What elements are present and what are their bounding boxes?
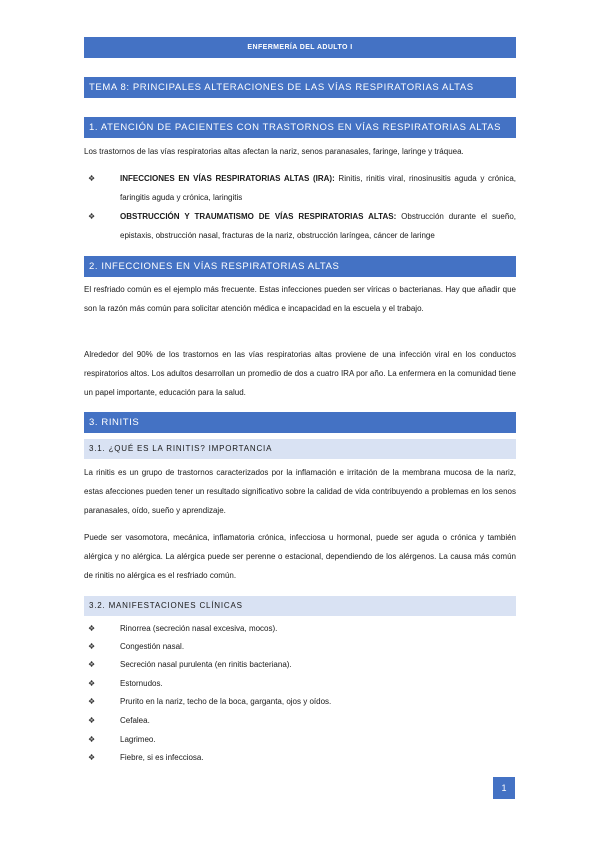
section-2-paragraph-2: Alrededor del 90% de los trastornos en las vías respiratorias altas proviene de una infección viral en los conductos respiratorios altos. Los adultos desarrollan un promedio de dos a cuatro IRA por año. La enfermera en la comunidad tiene un papel importante, educación para la salud. (84, 350, 516, 397)
diamond-bullet-icon: ❖ (88, 174, 96, 183)
section-1-title: 1. ATENCIÓN DE PACIENTES CON TRASTORNOS EN VÍAS RESPIRATORIAS ALTAS (84, 117, 516, 138)
diamond-bullet-icon: ❖ (88, 753, 96, 762)
manifestation-item: ❖ Cefalea. (104, 711, 516, 730)
page-number: 1 (493, 777, 515, 799)
section-3-title: 3. RINITIS (84, 412, 516, 433)
diamond-bullet-icon: ❖ (88, 697, 96, 706)
diamond-bullet-icon: ❖ (88, 735, 96, 744)
manifestation-item: ❖ Congestión nasal. (104, 637, 516, 656)
diamond-bullet-icon: ❖ (88, 212, 96, 221)
manifestation-item: ❖ Rinorrea (secreción nasal excesiva, mocos). (104, 619, 516, 638)
manifestation-item: ❖ Estornudos. (104, 674, 516, 693)
manifestation-item: ❖ Prurito en la nariz, techo de la boca, garganta, ojos y oídos. (104, 692, 516, 711)
topic-title: TEMA 8: PRINCIPALES ALTERACIONES DE LAS VÍAS RESPIRATORIAS ALTAS (84, 77, 516, 98)
diamond-bullet-icon: ❖ (88, 642, 96, 651)
section-2-paragraph-1: El resfriado común es el ejemplo más frecuente. Estas infecciones pueden ser víricas o bacterianas. Hay que añadir que son la razón más común para solicitar atención médica e incapacidad en la escuela y el trabajo. (84, 285, 516, 313)
item-heading: OBSTRUCCIÓN Y TRAUMATISMO DE VÍAS RESPIRATORIAS ALTAS: (120, 212, 397, 221)
diamond-bullet-icon: ❖ (88, 624, 96, 633)
subsection-3-1-paragraph-1: La rinitis es un grupo de trastornos caracterizados por la inflamación e irritación de la membrana mucosa de la nariz, estas afecciones pueden tener un resultado significativo sobre la calidad de vida contribuyendo a problemas en los senos paranasales, oído, sueño y aprendizaje. (84, 468, 516, 515)
diamond-bullet-icon: ❖ (88, 660, 96, 669)
subsection-3-1-title: 3.1. ¿QUÉ ES LA RINITIS? IMPORTANCIA (84, 439, 516, 459)
section-1-intro: Los trastornos de las vías respiratorias altas afectan la nariz, senos paranasales, faringe, laringe y tráquea. (84, 147, 464, 156)
document-header: ENFERMERÍA DEL ADULTO I (84, 37, 516, 58)
manifestation-item: ❖ Lagrimeo. (104, 730, 516, 749)
section-1-item-obstruccion (88, 207, 516, 245)
subsection-3-2-title: 3.2. MANIFESTACIONES CLÍNICAS (84, 596, 516, 616)
item-text: Rinitis, rinitis viral, rinosinusitis aguda y crónica, faringitis aguda y crónica, laringitis (120, 174, 516, 202)
item-text: Obstrucción durante el sueño, epistaxis, obstrucción nasal, fracturas de la nariz, obstrucción laríngea, cáncer de laringe (120, 212, 516, 240)
item-heading: INFECCIONES EN VÍAS RESPIRATORIAS ALTAS (IRA): (120, 174, 335, 183)
subsection-3-1-paragraph-2: Puede ser vasomotora, mecánica, inflamatoria crónica, infecciosa u hormonal, puede ser aguda o crónica y también alérgica y no alérgica. La alérgica puede ser perenne o estacional, dependiendo de los alérgenos. La causa más común de rinitis no alérgica es el resfriado común. (84, 533, 516, 580)
diamond-bullet-icon: ❖ (88, 716, 96, 725)
section-2-title: 2. INFECCIONES EN VÍAS RESPIRATORIAS ALTAS (84, 256, 516, 277)
manifestation-item: ❖ Secreción nasal purulenta (en rinitis bacteriana). (104, 655, 516, 674)
diamond-bullet-icon: ❖ (88, 679, 96, 688)
manifestation-item: ❖ Fiebre, si es infecciosa. (104, 748, 516, 767)
section-1-item-ira (88, 169, 516, 207)
